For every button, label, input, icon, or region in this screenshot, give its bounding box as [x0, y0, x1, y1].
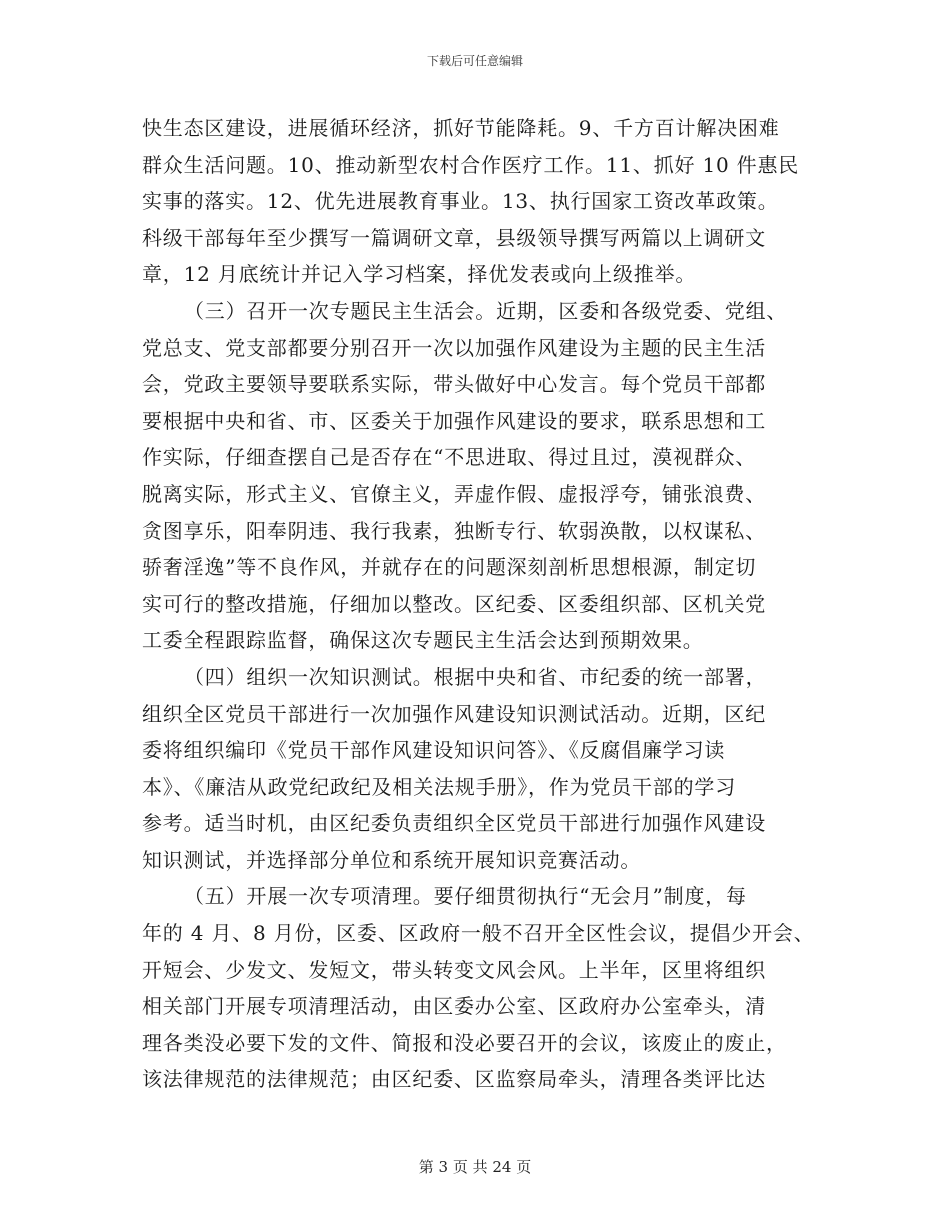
text-line: 知识测试，并选择部分单位和系统开展知识竞赛活动。 [142, 847, 642, 872]
text-line: 相关部门开展专项清理活动，由区委办公室、区政府办公室牵头，清 [142, 994, 766, 1019]
page-footer: 第 3 页 共 24 页 [418, 1158, 532, 1176]
text-line: 要根据中央和省、市、区委关于加强作风建设的要求，联系思想和工 [142, 408, 766, 433]
text-line: 群众生活问题。10、推动新型农村合作医疗工作。11、抓好 10 件惠民 [142, 152, 800, 177]
text-line: 脱离实际，形式主义、官僚主义，弄虚作假、虚报浮夸，铺张浪费、 [142, 481, 766, 506]
text-line: 该法律规范的法律规范；由区纪委、区监察局牵头，清理各类评比达 [142, 1067, 766, 1092]
text-line: 贪图享乐，阳奉阴违、我行我素，独断专行、软弱涣散，以权谋私、 [142, 518, 766, 543]
text-line: 科级干部每年至少撰写一篇调研文章，县级领导撰写两篇以上调研文 [142, 225, 766, 250]
text-line: 工委全程跟踪监督，确保这次专题民主生活会达到预期效果。 [142, 628, 704, 653]
document-body [142, 110, 815, 1098]
page-header: 下载后可任意编辑 [426, 54, 523, 68]
text-line: 党总支、党支部都要分别召开一次以加强作风建设为主题的民主生活 [142, 335, 766, 360]
text-line: 章，12 月底统计并记入学习档案，择优发表或向上级推举。 [142, 262, 697, 287]
text-line: 快生态区建设，进展循环经济，抓好节能降耗。9、千方百计解决困难 [142, 116, 780, 140]
text-line: 组织全区党员干部进行一次加强作风建设知识测试活动。近期，区纪 [142, 701, 766, 726]
text-line: 本》、《廉洁从政党纪政纪及相关法规手册》，作为党员干部的学习 [142, 774, 736, 799]
text-line: （五）开展一次专项清理。要仔细贯彻执行“无会月”制度，每 [184, 884, 747, 909]
text-line: 实可行的整改措施，仔细加以整改。区纪委、区委组织部、区机关党 [142, 591, 766, 616]
text-line: 参考。适当时机，由区纪委负责组织全区党员干部进行加强作风建设 [142, 811, 766, 836]
text-line: （四）组织一次知识测试。根据中央和省、市纪委的统一部署， [184, 664, 767, 689]
text-line: 作实际，仔细查摆自己是否存在“不思进取、得过且过，漠视群众、 [142, 445, 757, 470]
text-line: 骄奢淫逸”等不良作风，并就存在的问题深刻剖析思想根源，制定切 [142, 555, 757, 580]
text-line: （三）召开一次专题民主生活会。近期，区委和各级党委、党组、 [184, 298, 788, 323]
text-line: 会，党政主要领导要联系实际，带头做好中心发言。每个党员干部都 [142, 372, 766, 397]
text-line: 委将组织编印《党员干部作风建设知识问答》、《反腐倡廉学习读 [142, 738, 726, 763]
text-line: 年的 4 月、8 月份，区委、区政府一般不召开全区性会议，提倡少开会、 [142, 921, 815, 946]
text-line: 实事的落实。12、优先进展教育事业。13、执行国家工资改革政策。 [142, 189, 779, 214]
text-line: 理各类没必要下发的文件、简报和没必要召开的会议，该废止的废止， [142, 1030, 787, 1055]
text-line: 开短会、少发文、发短文，带头转变文风会风。上半年，区里将组织 [142, 957, 766, 982]
